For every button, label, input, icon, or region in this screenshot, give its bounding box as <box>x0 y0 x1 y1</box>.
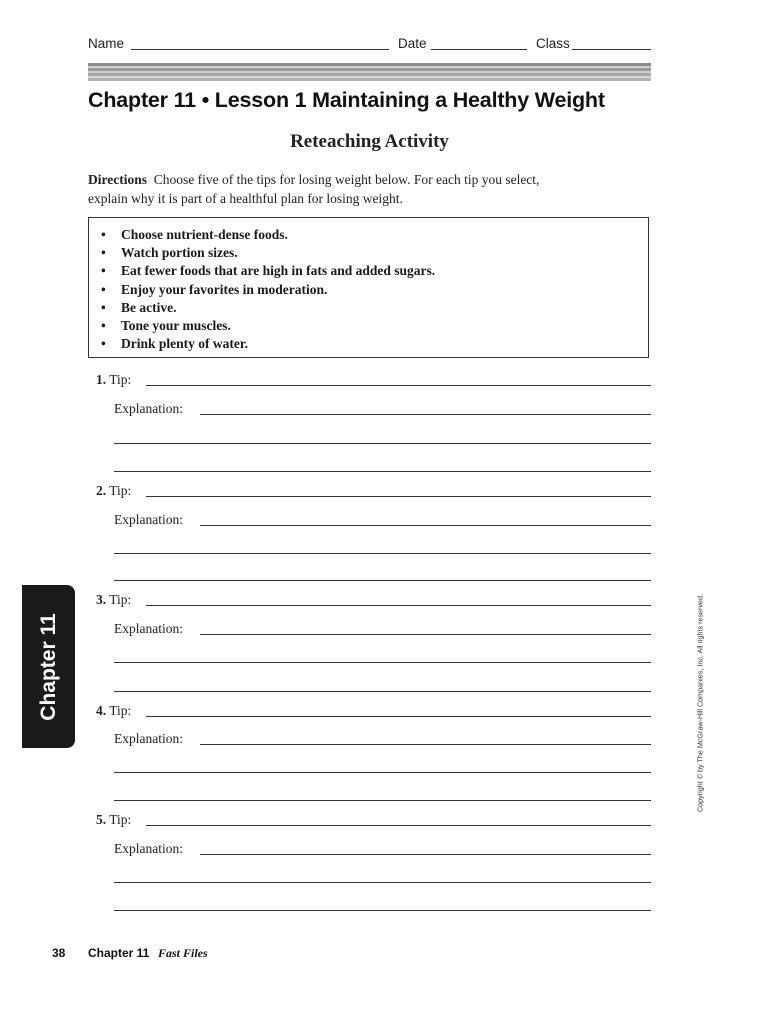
tip-answer-line[interactable] <box>146 605 651 606</box>
list-item: • Drink plenty of water. <box>101 336 248 352</box>
page-number: 38 <box>52 946 66 960</box>
explanation-line[interactable] <box>114 553 651 554</box>
explanation-line[interactable] <box>114 910 651 911</box>
footer-book-title: Fast Files <box>158 946 208 960</box>
explanation-label: Explanation: <box>114 841 183 856</box>
date-field[interactable] <box>431 49 527 50</box>
question-number: 3. <box>96 592 107 607</box>
explanation-label: Explanation: <box>114 512 183 527</box>
explanation-line[interactable] <box>114 691 651 692</box>
list-item: • Choose nutrient-dense foods. <box>101 227 288 242</box>
tip-label: Tip: <box>109 703 132 718</box>
question-number: 1. <box>96 372 107 387</box>
student-info-row <box>88 36 651 54</box>
footer-chapter: Chapter 11 <box>88 946 150 960</box>
explanation-line[interactable] <box>200 634 651 635</box>
class-label: Class <box>536 36 570 51</box>
tip-answer-line[interactable] <box>146 825 651 826</box>
directions <box>88 170 568 208</box>
list-item: • Watch portion sizes. <box>101 245 238 261</box>
tips-list <box>101 226 435 353</box>
question-number: 5. <box>96 812 107 827</box>
date-label: Date <box>398 36 427 51</box>
name-field[interactable] <box>131 49 389 50</box>
tip-label: Tip: <box>109 483 132 498</box>
tip-answer-line[interactable] <box>146 716 651 717</box>
tips-box <box>88 217 649 358</box>
page-title: Chapter 11 • Lesson 1 Maintaining a Healthy Weight <box>88 88 605 112</box>
copyright-notice: Copyright © by The McGraw-Hill Companies, Inc. All rights reserved. <box>695 593 705 813</box>
explanation-line[interactable] <box>114 471 651 472</box>
explanation-line[interactable] <box>200 744 651 745</box>
explanation-line[interactable] <box>200 525 651 526</box>
tip-answer-line[interactable] <box>146 496 651 497</box>
explanation-line[interactable] <box>114 580 651 581</box>
explanation-label: Explanation: <box>114 731 183 746</box>
explanation-label: Explanation: <box>114 621 183 636</box>
chapter-tab-label: Chapter 11 <box>36 612 60 721</box>
tip-label: Tip: <box>109 812 132 827</box>
list-item: • Eat fewer foods that are high in fats and added sugars. <box>101 263 436 279</box>
directions-label: Directions <box>88 172 147 187</box>
name-label: Name <box>88 36 125 51</box>
header-band <box>88 63 651 81</box>
class-field[interactable] <box>572 49 651 50</box>
explanation-line[interactable] <box>114 662 651 663</box>
explanation-line[interactable] <box>114 772 651 773</box>
explanation-line[interactable] <box>114 800 651 801</box>
list-item: • Enjoy your favorites in moderation. <box>101 281 328 297</box>
question-number: 2. <box>96 483 107 498</box>
chapter-side-tab <box>22 585 75 748</box>
explanation-line[interactable] <box>200 854 651 855</box>
explanation-line[interactable] <box>114 443 651 444</box>
explanation-line[interactable] <box>114 882 651 883</box>
tip-label: Tip: <box>109 372 132 387</box>
directions-text: Choose five of the tips for losing weight below. For each tip you select, explain why it is part of a healthful plan for losing weight. <box>88 172 540 206</box>
tip-label: Tip: <box>109 592 132 607</box>
list-item: • Tone your muscles. <box>101 318 231 334</box>
tip-answer-line[interactable] <box>146 385 651 386</box>
list-item: • Be active. <box>101 299 177 315</box>
activity-subtitle: Reteaching Activity <box>290 131 449 152</box>
explanation-label: Explanation: <box>114 401 183 416</box>
question-number: 4. <box>96 703 107 718</box>
explanation-line[interactable] <box>200 414 651 415</box>
